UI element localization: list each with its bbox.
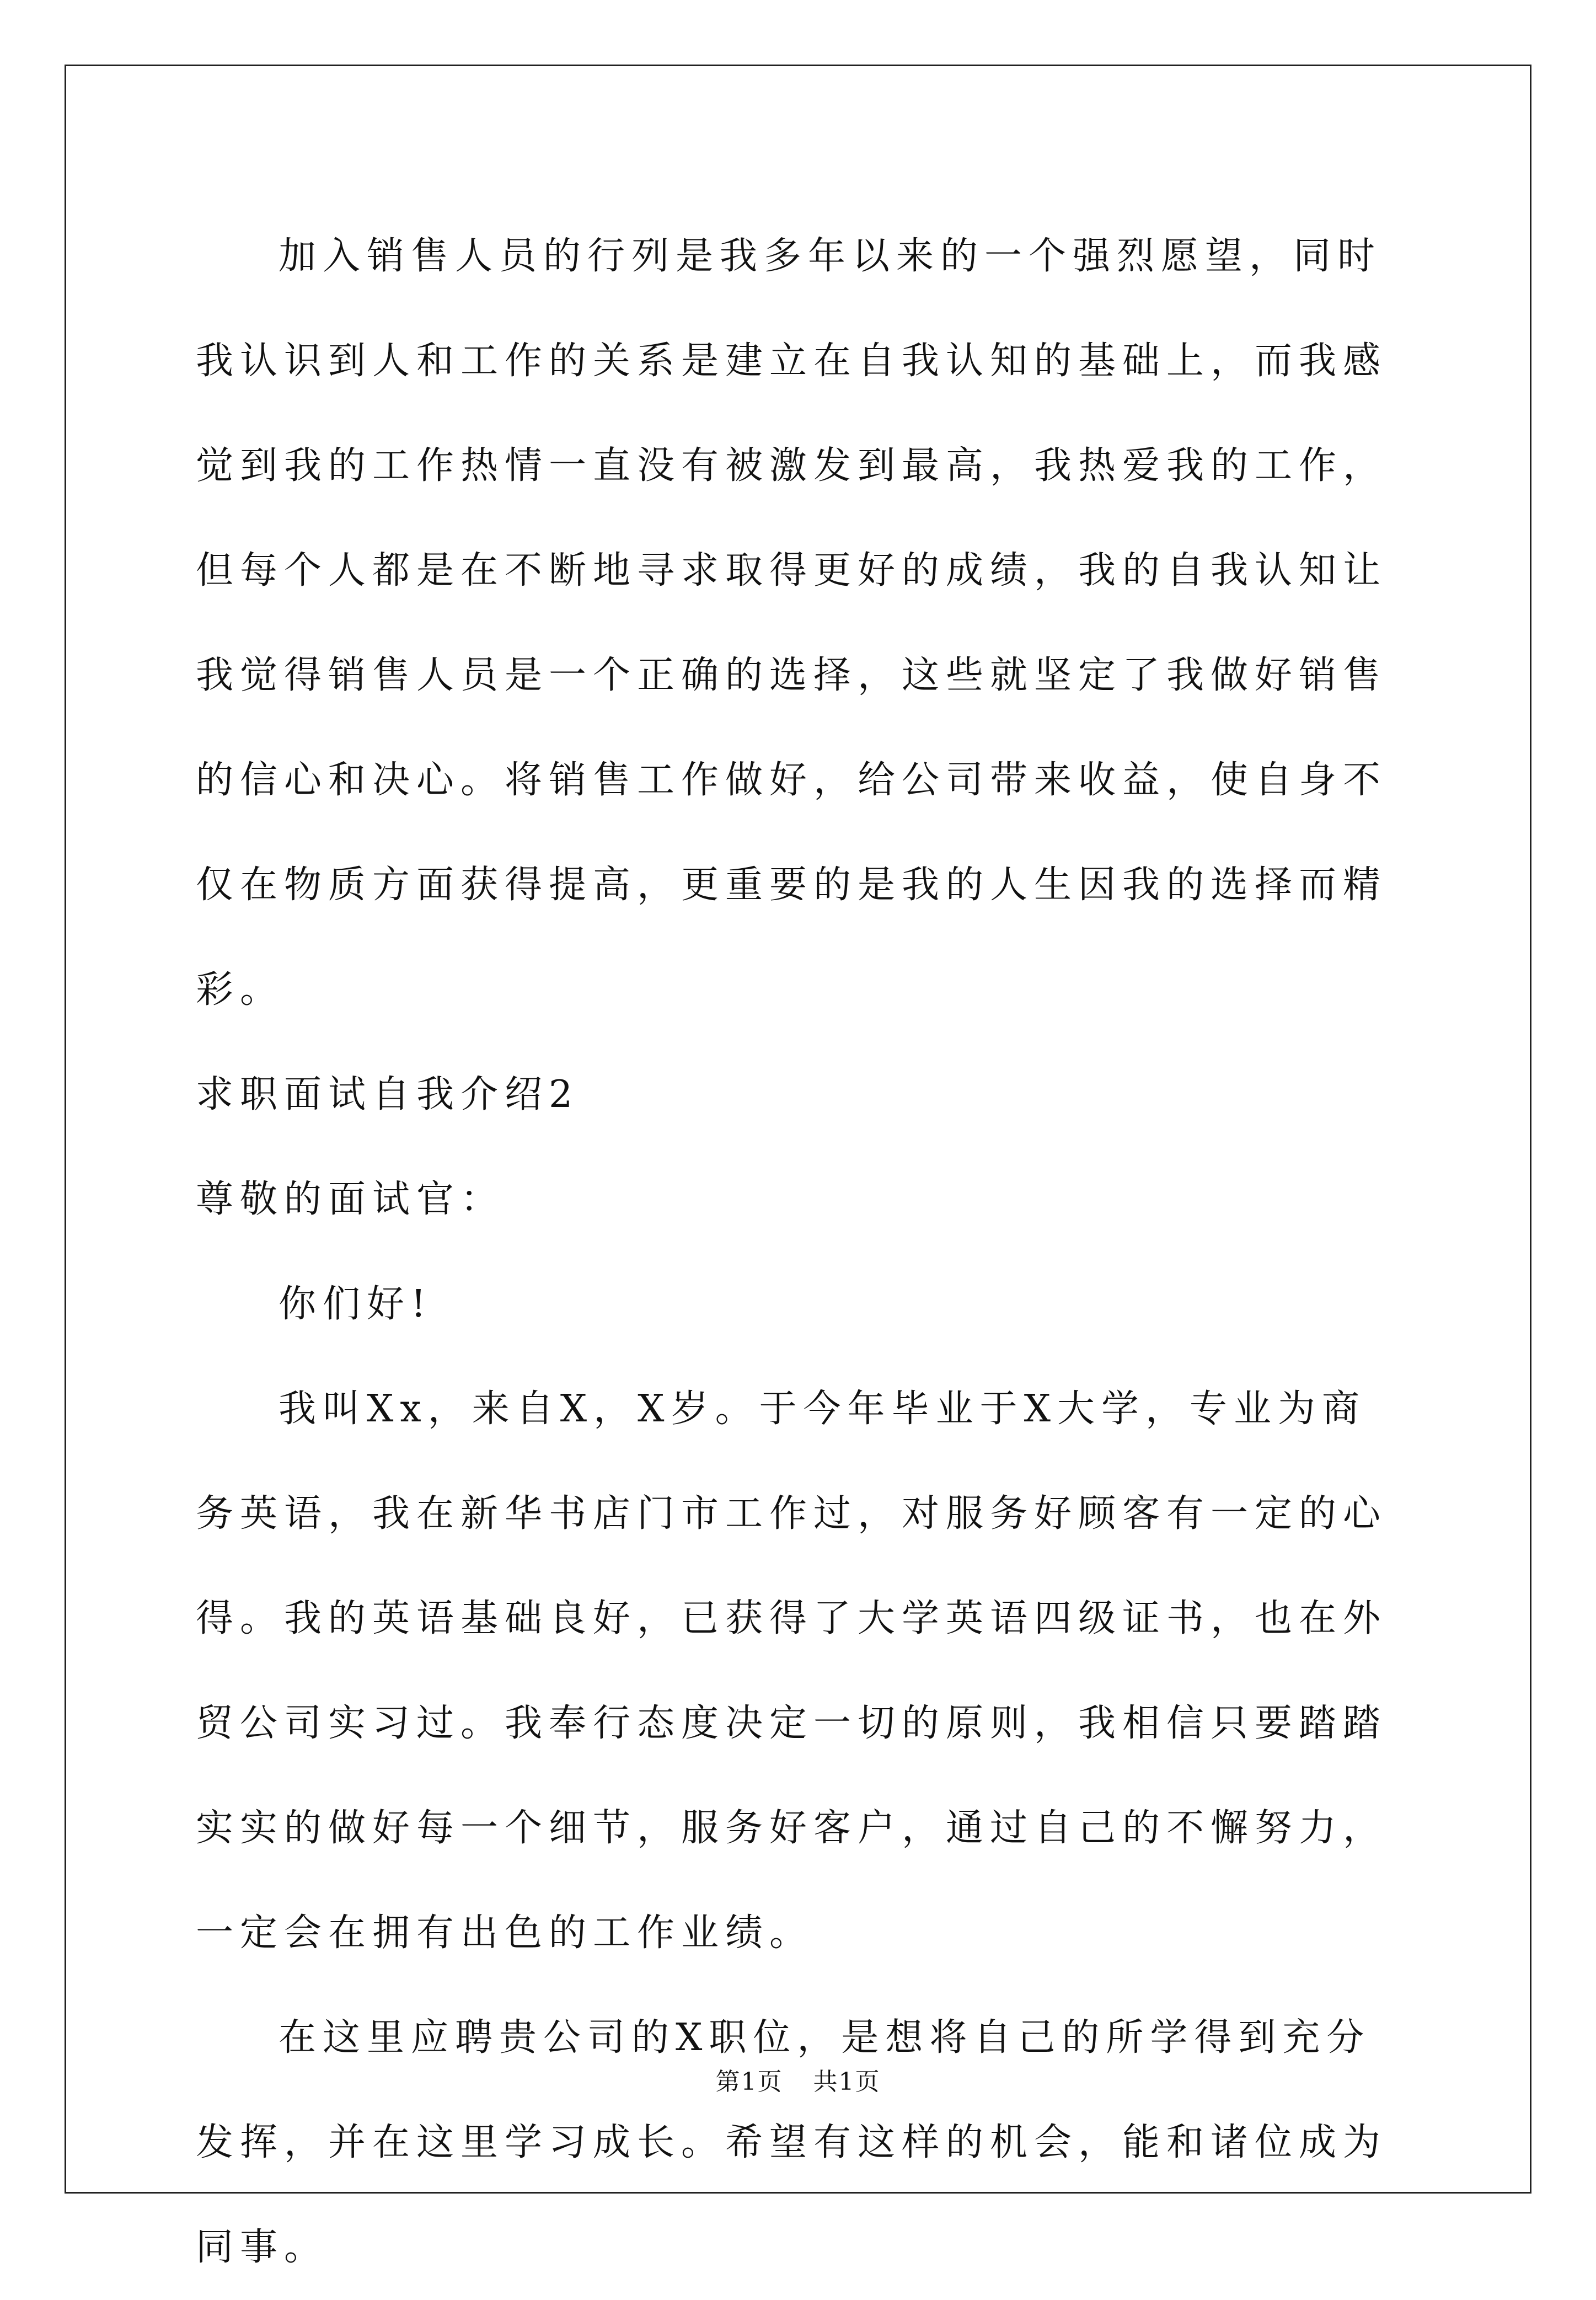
paragraph-self-introduction: 我叫Xx，来自X，X岁。于今年毕业于X大学，专业为商务英语，我在新华书店门市工作过，对服务好顾客有一定的心得。我的英语基础良好，已获得了大学英语四级证书，也在外贸公司实习过。我奉行态度决定一切的原则，我相信只要踏踏实实的做好每一个细节，服务好客户，通过自己的不懈努力，一定会在拥有出色的工作业绩。: [196, 1387, 1388, 1955]
section-heading: 求职面试自我介绍2: [196, 1073, 580, 1116]
greeting: 你们好!: [279, 1282, 433, 1326]
paragraph-sales-aspiration: 加入销售人员的行列是我多年以来的一个强烈愿望，同时我认识到人和工作的关系是建立在自我认知的基础上，而我感觉到我的工作热情一直没有被激发到最高，我热爱我的工作，但每个人都是在不断地寻求取得更好的成绩，我的自我认知让我觉得销售人员是一个正确的选择，这些就坚定了我做好销售的信心和决心。将销售工作做好，给公司带来收益，使自身不仅在物质方面获得提高，更重要的是我的人生因我的选择而精彩。: [196, 234, 1388, 1012]
document-body: [196, 204, 1409, 2300]
page-footer: [0, 2066, 1596, 2099]
page-number-current: 第1页: [715, 2068, 783, 2096]
page-number-total: 共1页: [813, 2068, 881, 2096]
salutation: 尊敬的面试官：: [196, 1178, 505, 1221]
paragraph-closing: 在这里应聘贵公司的X职位，是想将自己的所学得到充分发挥，并在这里学习成长。希望有这样的机会，能和诸位成为同事。: [196, 2016, 1388, 2269]
